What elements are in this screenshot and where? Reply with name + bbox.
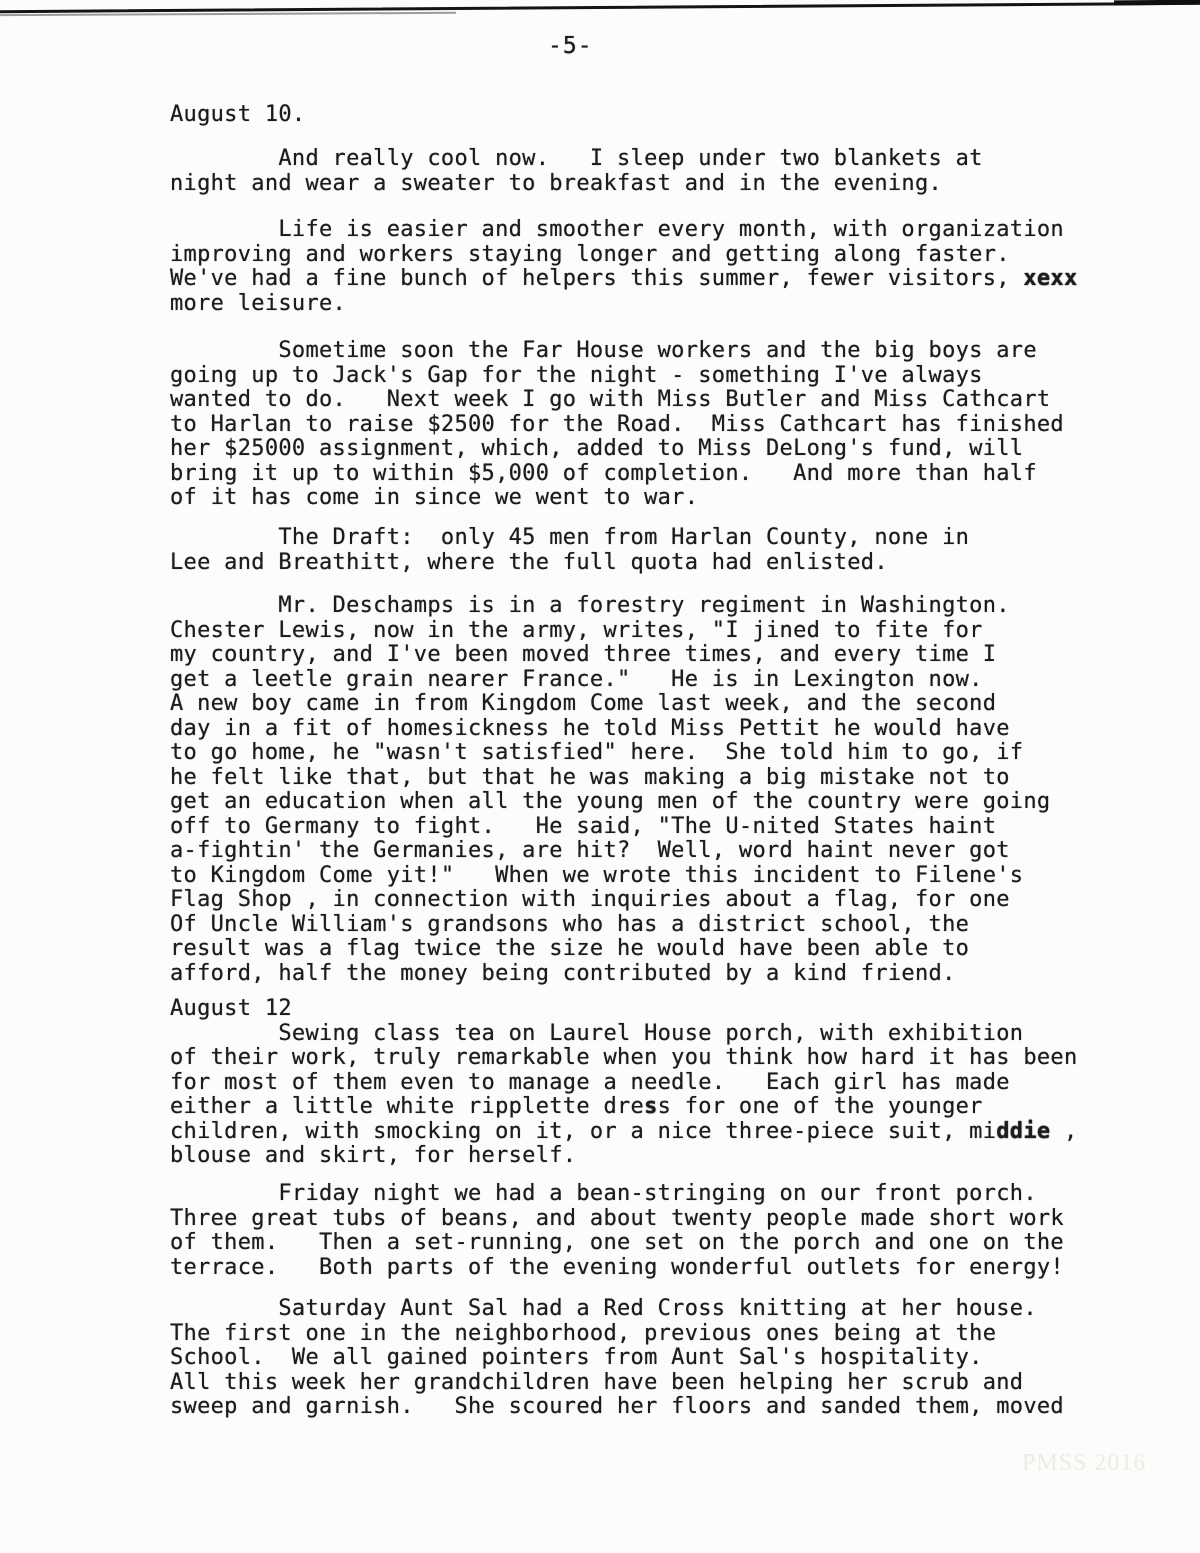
text-line: bring it up to within $5,000 of completion. And more than half <box>170 460 1037 486</box>
text-line: improving and workers staying longer and getting along faster. <box>170 241 1010 267</box>
text-line: for most of them even to manage a needle. Each girl has made <box>170 1069 1010 1095</box>
para-aunt-sal <box>170 1297 1064 1420</box>
text-line: Friday night we had a bean-stringing on our front porch. <box>170 1181 1037 1206</box>
page-number: -5- <box>548 33 593 59</box>
text-line: wanted to do. Next week I go with Miss Butler and Miss Cathcart <box>170 387 1051 412</box>
text-line: School. We all gained pointers from Aunt Sal's hospitality. <box>170 1345 983 1370</box>
text-line: my country, and I've been moved three times, and every time I <box>170 642 997 667</box>
text-line: get a leetle grain nearer France." He is in Lexington now. <box>170 666 983 692</box>
text-line: a-fightin' the Germanies, are hit? Well, word haint never got <box>170 838 1010 863</box>
text-line: her $25000 assignment, which, added to Miss DeLong's fund, will <box>170 436 1024 461</box>
text-line: off to Germany to fight. He said, "The U-nited States haint <box>170 813 997 839</box>
text-line: more leisure. <box>170 290 347 316</box>
text-line: Sewing class tea on Laurel House porch, with exhibition <box>170 1020 1024 1046</box>
watermark: PMSS 2016 <box>1022 1450 1147 1476</box>
text-line: Of Uncle William's grandsons who has a district school, the <box>170 911 970 937</box>
text-line: Chester Lewis, now in the army, writes, "I jined to fite for <box>170 617 983 643</box>
text-line: afford, half the money being contributed by a kind friend. <box>170 960 956 986</box>
text-line: children, with smocking on it, or a nice three-piece suit, middie , <box>170 1118 1078 1144</box>
para-deschamps-kingdom-come <box>170 594 1050 986</box>
text-line: Lee and Breathitt, where the full quota had enlisted. <box>170 549 888 575</box>
text-line: either a little white ripplette dress for one of the younger <box>170 1094 983 1119</box>
text-line: Life is easier and smoother every month, with organization <box>170 217 1064 242</box>
text-line: to go home, he "wasn't satisfied" here. She told him to go, if <box>170 740 1024 765</box>
text-line: sweep and garnish. She scoured her floors and sanded them, moved <box>170 1394 1064 1419</box>
para-life-easier <box>170 218 1078 316</box>
text-line: day in a fit of homesickness he told Miss Pettit he would have <box>170 715 1010 741</box>
text-line: night and wear a sweater to breakfast and in the evening. <box>170 170 943 196</box>
text-line: Saturday Aunt Sal had a Red Cross knitting at her house. <box>170 1296 1037 1321</box>
text-line: he felt like that, but that he was making a big mistake not to <box>170 764 1010 790</box>
text-line: Sometime soon the Far House workers and the big boys are <box>170 338 1037 363</box>
text-line: of it has come in since we went to war. <box>170 485 699 510</box>
text-line: going up to Jack's Gap for the night - something I've always <box>170 362 983 388</box>
para-cool-now <box>170 147 983 196</box>
text-line: result was a flag twice the size he would have been able to <box>170 936 970 961</box>
date-heading-august-10 <box>170 103 305 128</box>
text-line: A new boy came in from Kingdom Come last week, and the second <box>170 691 997 716</box>
text-line: terrace. Both parts of the evening wonderful outlets for energy! <box>170 1254 1064 1280</box>
text-line: August 10. <box>170 102 306 127</box>
text-line: The first one in the neighborhood, previous ones being at the <box>170 1320 997 1346</box>
para-far-house <box>170 339 1064 511</box>
text-line: of their work, truly remarkable when you think how hard it has been <box>170 1045 1078 1070</box>
text-line: All this week her grandchildren have been helping her scrub and <box>170 1369 1024 1395</box>
para-august-12-sewing-class <box>170 997 1078 1169</box>
text-line: We've had a fine bunch of helpers this summer, fewer visitors, xexx <box>170 266 1078 291</box>
para-bean-stringing <box>170 1182 1064 1280</box>
text-line: And really cool now. I sleep under two blankets at <box>170 146 983 171</box>
para-the-draft <box>170 526 969 575</box>
text-line: The Draft: only 45 men from Harlan County, none in <box>170 525 970 550</box>
text-line: Three great tubs of beans, and about twenty people made short work <box>170 1205 1064 1231</box>
text-line: Flag Shop , in connection with inquiries about a flag, for one <box>170 887 1010 912</box>
text-line: to Kingdom Come yit!" When we wrote this incident to Filene's <box>170 862 1024 888</box>
text-line: of them. Then a set-running, one set on the porch and one on the <box>170 1230 1064 1255</box>
text-line: blouse and skirt, for herself. <box>170 1143 577 1168</box>
text-line: Mr. Deschamps is in a forestry regiment in Washington. <box>170 593 1010 618</box>
text-line: to Harlan to raise $2500 for the Road. Miss Cathcart has finished <box>170 411 1064 437</box>
text-line: get an education when all the young men of the country were going <box>170 789 1051 814</box>
text-line: August 12 <box>170 996 292 1021</box>
